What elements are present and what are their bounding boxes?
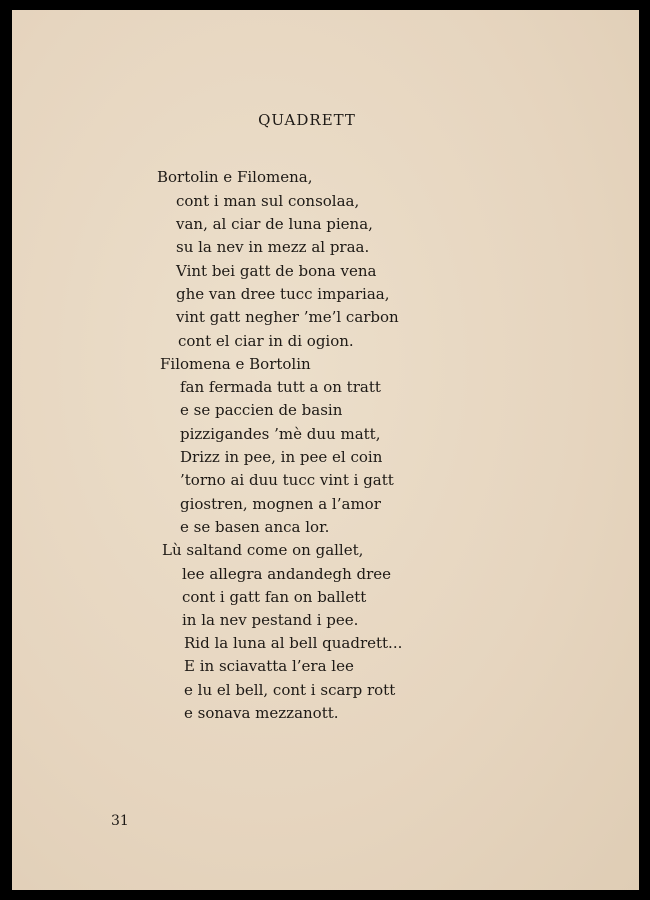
poem-line: cont i gatt fan on ballett — [182, 588, 367, 606]
poem-line: ’torno ai duu tucc vint i gatt — [180, 471, 394, 489]
poem-line: Filomena e Bortolin — [160, 355, 311, 373]
poem-line: vint gatt negher ’me’l carbon — [176, 308, 399, 326]
poem-line: e sonava mezzanott. — [184, 704, 339, 722]
poem-line: E in sciavatta l’era lee — [184, 657, 354, 675]
poem-line: e se paccien de basin — [180, 401, 343, 419]
poem-line: in la nev pestand i pee. — [182, 611, 359, 629]
poem-line: cont el ciar in di ogion. — [178, 332, 354, 350]
poem-line: e se basen anca lor. — [180, 518, 330, 536]
poem-line: Rid la luna al bell quadrett... — [184, 634, 403, 652]
poem-title: QUADRETT — [258, 111, 356, 129]
poem-line: cont i man sul consolaa, — [176, 192, 360, 210]
poem-line: pizzigandes ’mè duu matt, — [180, 425, 381, 443]
poem-line: van, al ciar de luna piena, — [176, 215, 373, 233]
poem-line: lee allegra andandegh dree — [182, 565, 392, 583]
poem-line: Vint bei gatt de bona vena — [176, 262, 377, 280]
poem-line: giostren, mognen a l’amor — [180, 495, 381, 513]
page-number: 31 — [111, 813, 129, 829]
poem-line: Bortolin e Filomena, — [157, 168, 313, 186]
poem-line: ghe van dree tucc impariaa, — [176, 285, 390, 303]
poem-line: e lu el bell, cont i scarp rott — [184, 681, 396, 699]
poem-line: fan fermada tutt a on tratt — [180, 378, 381, 396]
poem-line: su la nev in mezz al praa. — [176, 238, 370, 256]
poem-line: Lù saltand come on gallet, — [162, 541, 364, 559]
poem-line: Drizz in pee, in pee el coin — [180, 448, 383, 466]
book-page — [12, 10, 639, 890]
poem-body — [12, 10, 639, 890]
